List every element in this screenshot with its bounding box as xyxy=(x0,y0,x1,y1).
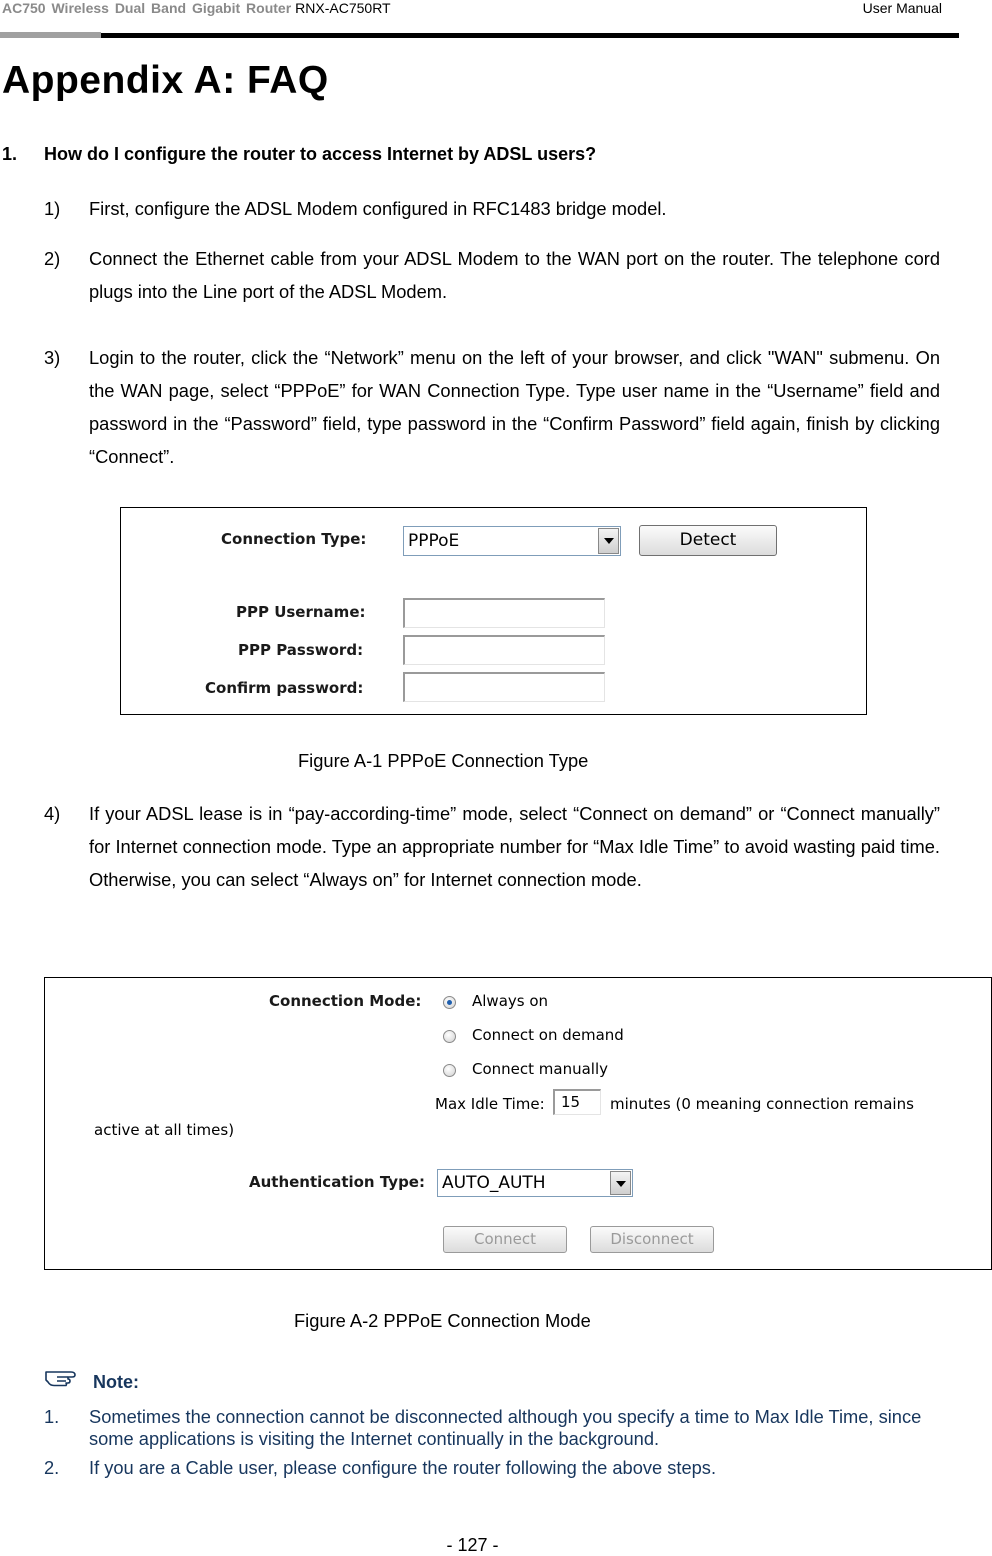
ppp-username-label: PPP Username: xyxy=(236,603,366,621)
step-3 xyxy=(44,341,940,473)
chevron-down-icon[interactable] xyxy=(598,528,619,554)
note-item-2 xyxy=(44,1457,944,1479)
note-item-1 xyxy=(44,1406,944,1450)
figure-pppoe-connection-type xyxy=(120,507,867,715)
connect-button[interactable]: Connect xyxy=(443,1226,567,1253)
note-number: 1. xyxy=(44,1406,60,1427)
note-number: 2. xyxy=(44,1457,60,1478)
option-connect-on-demand-label: Connect on demand xyxy=(472,1026,624,1044)
connection-type-select[interactable] xyxy=(403,526,621,556)
header-product-name: AC750 Wireless Dual Band Gigabit Router xyxy=(2,0,292,16)
authentication-type-select[interactable] xyxy=(437,1169,633,1197)
step-number: 3) xyxy=(44,347,61,368)
step-1 xyxy=(44,192,940,225)
ppp-password-input[interactable] xyxy=(403,635,605,665)
step-text: First, configure the ADSL Modem configured in RFC1483 bridge model. xyxy=(89,198,667,219)
step-number: 1) xyxy=(44,198,61,219)
max-idle-time-input[interactable]: 15 xyxy=(553,1089,601,1115)
note-text: Sometimes the connection cannot be disconnected although you specify a time to Max Idle Time, since some applications is visiting the Internet continually in the background. xyxy=(89,1406,922,1449)
step-text: Connect the Ethernet cable from your ADSL Modem to the WAN port on the router. The telephone cord plugs into the Line port of the ADSL Modem. xyxy=(89,248,940,302)
option-connect-manually-label: Connect manually xyxy=(472,1060,609,1078)
figure-caption-a1: Figure A-1 PPPoE Connection Type xyxy=(298,750,589,771)
ppp-username-input[interactable] xyxy=(403,598,605,628)
page-number: - 127 - xyxy=(446,1535,499,1555)
running-header xyxy=(2,0,391,16)
pointing-hand-icon xyxy=(44,1363,84,1387)
header-model: RNX-AC750RT xyxy=(295,0,391,16)
connection-type-label: Connection Type: xyxy=(221,530,367,548)
faq-question xyxy=(2,142,596,166)
option-always-on-label: Always on xyxy=(472,992,549,1010)
radio-connect-on-demand[interactable] xyxy=(443,1030,456,1043)
radio-connect-manually[interactable] xyxy=(443,1064,456,1077)
figure-caption-a2: Figure A-2 PPPoE Connection Mode xyxy=(294,1310,591,1331)
confirm-password-input[interactable] xyxy=(403,672,605,702)
authentication-type-value: AUTO_AUTH xyxy=(442,1173,546,1193)
confirm-password-label: Confirm password: xyxy=(205,679,364,697)
max-idle-time-label: Max Idle Time: xyxy=(435,1095,545,1113)
header-rule xyxy=(101,33,959,38)
question-text: How do I configure the router to access Internet by ADSL users? xyxy=(44,144,597,164)
question-number: 1. xyxy=(2,144,18,164)
authentication-type-label: Authentication Type: xyxy=(249,1173,425,1191)
note-text: If you are a Cable user, please configure the router following the above steps. xyxy=(89,1457,717,1478)
note-title: Note: xyxy=(93,1372,139,1392)
header-doc-type: User Manual xyxy=(862,0,942,16)
max-idle-time-suffix-continued: active at all times) xyxy=(94,1121,235,1139)
radio-always-on[interactable] xyxy=(443,996,456,1009)
header-rule-accent xyxy=(0,32,101,38)
step-number: 4) xyxy=(44,803,61,824)
chevron-down-icon[interactable] xyxy=(610,1171,631,1195)
step-number: 2) xyxy=(44,248,61,269)
step-text: If your ADSL lease is in “pay-according-time” mode, select “Connect on demand” or “Connect manually” for Internet connection mode. Type an appropriate number for “Max Idle Time” to avoid wasting paid time. Otherwise, you can select “Always on” for Internet connection mode. xyxy=(89,803,940,890)
page-title: Appendix A: FAQ xyxy=(2,59,329,102)
step-4 xyxy=(44,797,940,896)
figure-pppoe-connection-mode xyxy=(44,977,992,1270)
detect-button[interactable]: Detect xyxy=(639,525,777,556)
step-text: Login to the router, click the “Network” menu on the left of your browser, and click "WAN" submenu. On the WAN page, select “PPPoE” for WAN Connection Type. Type user name in the “Username” field and password in the “Password” field, type password in the “Confirm Password” field again, finish by clicking “Connect”. xyxy=(89,347,940,467)
ppp-password-label: PPP Password: xyxy=(238,641,364,659)
connection-type-value: PPPoE xyxy=(408,531,460,551)
max-idle-time-suffix: minutes (0 meaning connection remains xyxy=(610,1095,914,1113)
disconnect-button[interactable]: Disconnect xyxy=(590,1226,714,1253)
step-2 xyxy=(44,242,940,308)
connection-mode-label: Connection Mode: xyxy=(269,992,422,1010)
